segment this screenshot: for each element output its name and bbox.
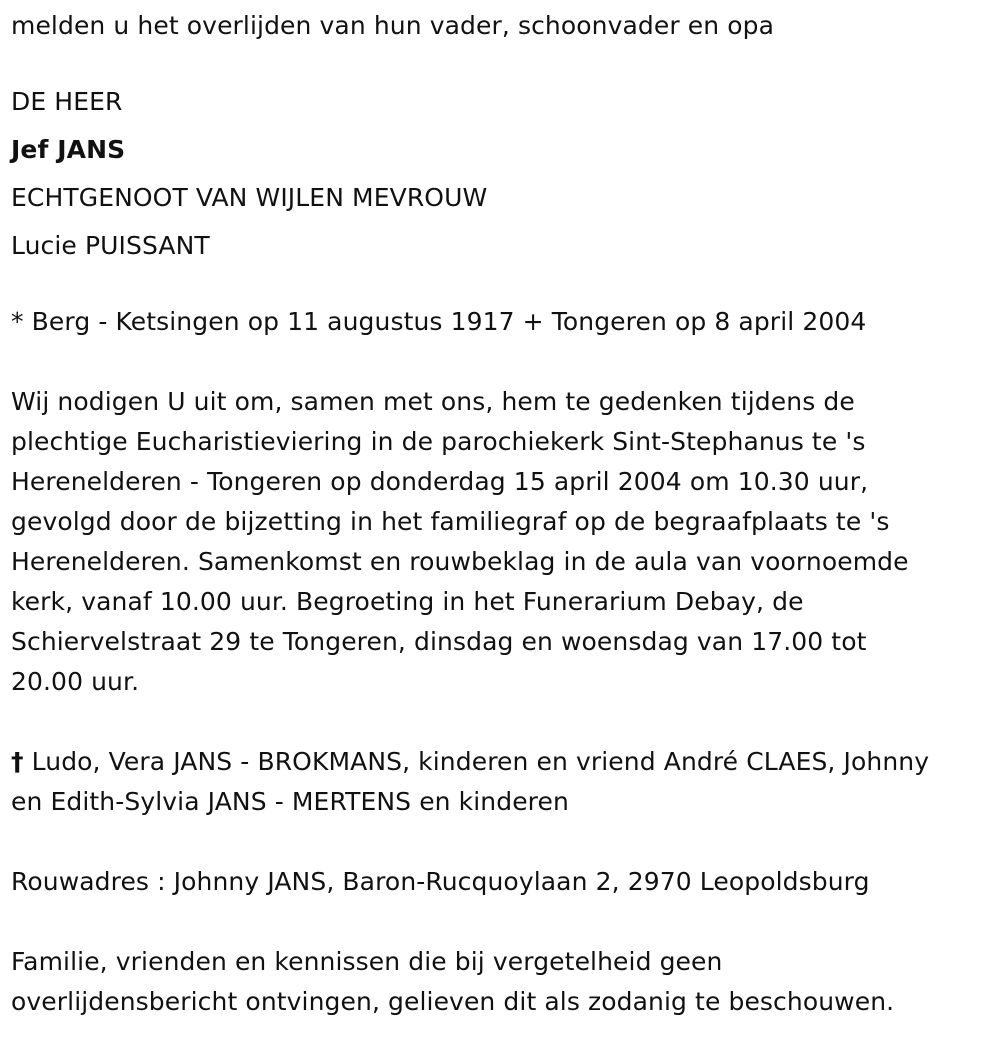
invitation-line: gevolgd door de bijzetting in het familiegraf op de begraafplaats te 's xyxy=(11,507,890,536)
spacer xyxy=(11,822,991,862)
mourning-address: Rouwadres : Johnny JANS, Baron-Rucquoylaan 2, 2970 Leopoldsburg xyxy=(11,867,870,896)
spouse-relation: ECHTGENOOT VAN WIJLEN MEVROUW xyxy=(11,183,488,212)
deceased-name: Jef JANS xyxy=(11,135,126,164)
spouse-name: Lucie PUISSANT xyxy=(11,231,210,260)
family-names: Ludo, Vera JANS - BROKMANS, kinderen en vriend André CLAES, Johnny xyxy=(31,747,930,776)
invitation-paragraph xyxy=(11,382,991,702)
deceased-block xyxy=(11,78,991,270)
invitation-line: Herenelderen. Samenkomst en rouwbeklag in de aula van voornoemde xyxy=(11,547,909,576)
family-line xyxy=(11,742,991,782)
obituary-document xyxy=(11,0,991,1022)
deceased-title: DE HEER xyxy=(11,87,123,116)
invitation-line: Herenelderen - Tongeren op donderdag 15 april 2004 om 10.30 uur, xyxy=(11,467,869,496)
closing-paragraph xyxy=(11,942,991,1022)
family-paragraph xyxy=(11,742,991,822)
closing-line: Familie, vrienden en kennissen die bij vergetelheid geen xyxy=(11,947,723,976)
invitation-line: plechtige Eucharistieviering in de parochiekerk Sint-Stephanus te 's xyxy=(11,427,866,456)
spacer xyxy=(11,902,991,942)
family-line: en Edith-Sylvia JANS - MERTENS en kinderen xyxy=(11,787,569,816)
intro-line: melden u het overlijden van hun vader, schoonvader en opa xyxy=(11,11,775,40)
invitation-line: kerk, vanaf 10.00 uur. Begroeting in het Funerarium Debay, de xyxy=(11,587,804,616)
closing-line: overlijdensbericht ontvingen, gelieven dit als zodanig te beschouwen. xyxy=(11,987,895,1016)
invitation-line: 20.00 uur. xyxy=(11,667,140,696)
spacer xyxy=(11,46,991,78)
invitation-line: Schiervelstraat 29 te Tongeren, dinsdag en woensdag van 17.00 tot xyxy=(11,627,867,656)
invitation-line: Wij nodigen U uit om, samen met ons, hem te gedenken tijdens de xyxy=(11,387,855,416)
birth-death-dates: * Berg - Ketsingen op 11 augustus 1917 + Tongeren op 8 april 2004 xyxy=(11,307,867,336)
spacer xyxy=(11,702,991,742)
spacer xyxy=(11,342,991,382)
cross-icon: † xyxy=(11,747,24,776)
spacer xyxy=(11,270,991,302)
